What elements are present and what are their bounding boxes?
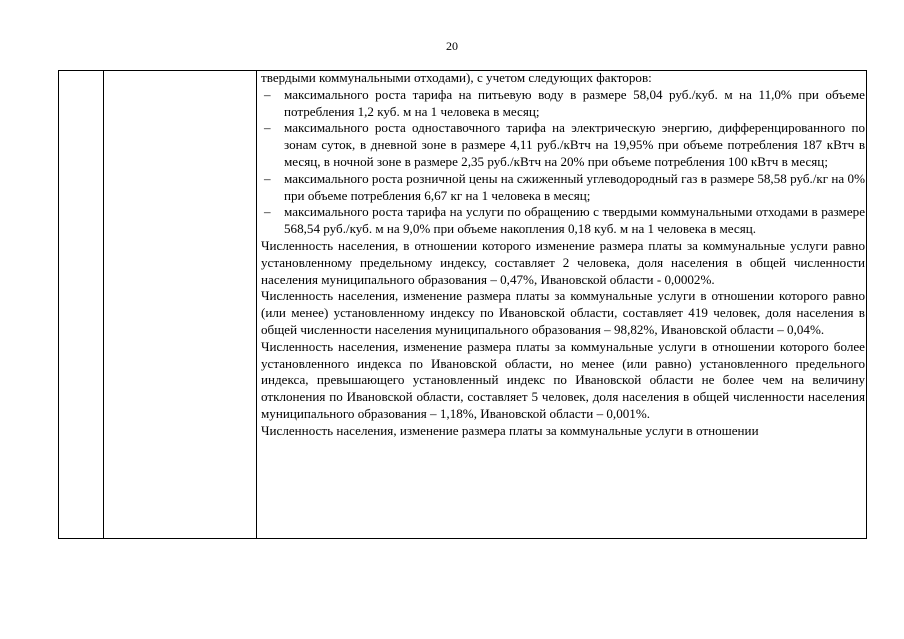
- column-divider: [103, 71, 104, 538]
- list-item: [261, 120, 865, 170]
- list-item: [261, 171, 865, 205]
- page-number: 20: [446, 39, 458, 53]
- list-item-text: максимального роста розничной цены на сжиженный углеводородный газ в размере 58,58 руб./кг на 0% при объеме потребления 6,67 кг на 1 человека в месяц;: [284, 170, 865, 203]
- paragraph: Численность населения, изменение размера платы за коммунальные услуги в отношении которого более установленного индекса по Ивановской области, но менее (или равно) установленного предельного индекса, превышающего установленный индекс по Ивановской области не более чем на величину отклонения по Ивановской области, составляет 5 человек, доля населения в общей численности населения муниципального образования – 1,18%, Ивановской области – 0,001%.: [261, 338, 865, 421]
- list-item-text: максимального роста тарифа на питьевую воду в размере 58,04 руб./куб. м на 11,0% при объеме потребления 1,2 куб. м на 1 человека в месяц;: [284, 86, 865, 119]
- list-item-text: максимального роста одноставочного тарифа на электрическую энергию, дифференцированного по зонам суток, в дневной зоне в размере 4,11 руб./кВтч на 19,95% при объеме потребления 187 кВтч в месяц, в ночной зоне в размере 2,35 руб./кВтч на 20% при объеме потребления 100 кВтч в месяц;: [284, 120, 865, 169]
- dash-bullet: –: [264, 204, 271, 220]
- list-item: [261, 87, 865, 121]
- dash-bullet: –: [264, 120, 271, 136]
- content-cell: [261, 70, 865, 440]
- column-divider: [256, 71, 257, 538]
- dash-bullet: –: [264, 170, 271, 186]
- list-item: [261, 204, 865, 238]
- intro-text: твердыми коммунальными отходами), с учетом следующих факторов:: [261, 70, 652, 85]
- document-table: [58, 70, 867, 539]
- paragraph: Численность населения, в отношении которого изменение размера платы за коммунальные услуги равно установленному предельному индексу, составляет 2 человека, доля населения в общей численности населения муниципального образования – 0,47%, Ивановской области - 0,0002%.: [261, 237, 865, 287]
- paragraph: Численность населения, изменение размера платы за коммунальные услуги в отношении которого равно (или менее) установленному индексу по Ивановской области, составляет 419 человек, доля населения в общей численности населения муниципального образования – 98,82%, Ивановской области – 0,04%.: [261, 288, 865, 337]
- dash-bullet: –: [264, 86, 271, 102]
- paragraph: Численность населения, изменение размера платы за коммунальные услуги в отношении: [261, 422, 759, 438]
- list-item-text: максимального роста тарифа на услуги по обращению с твердыми коммунальными отходами в размере 568,54 руб./куб. м на 9,0% при объеме накопления 0,18 куб. м на 1 человека в месяц.: [284, 204, 865, 237]
